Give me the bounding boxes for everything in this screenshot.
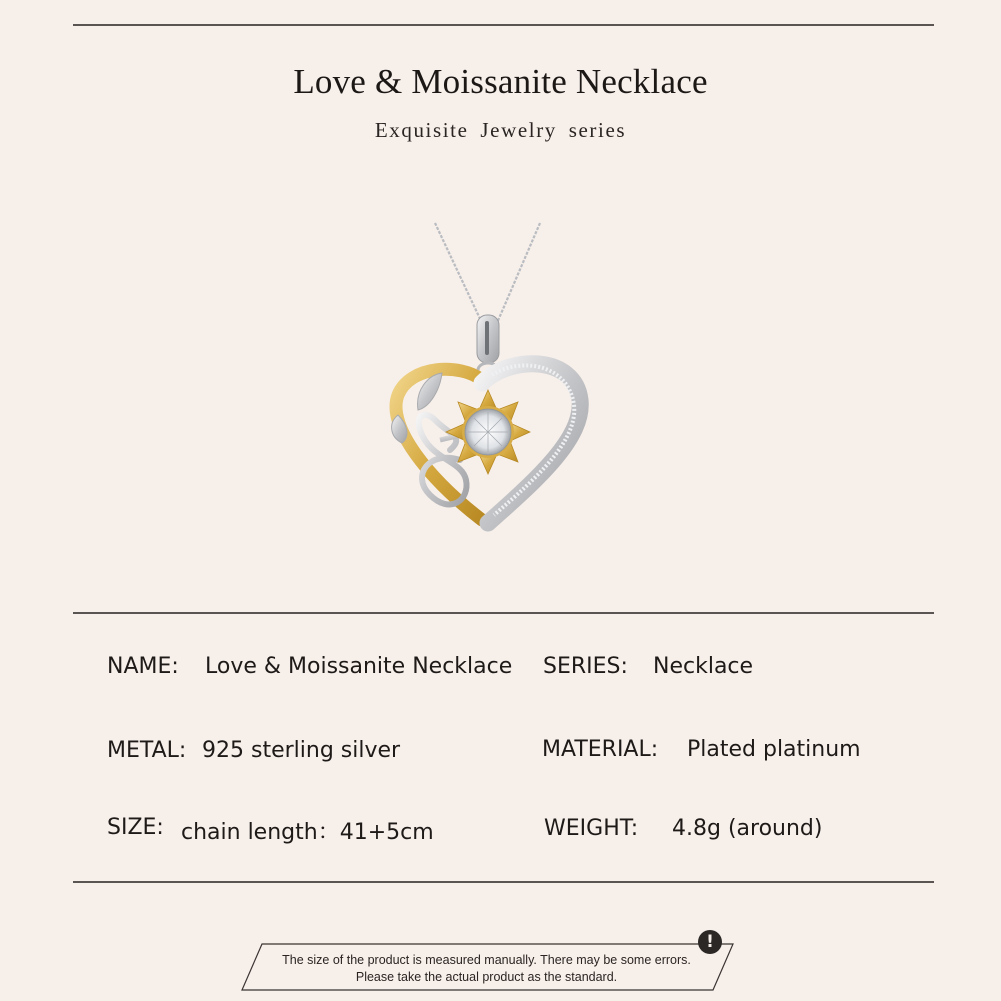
spec-value: chain length：41+5cm: [181, 820, 434, 845]
notice-line-2: Please take the actual product as the standard.: [355, 970, 618, 984]
spec-label: METAL:: [107, 738, 187, 763]
spec-value: 4.8g (around): [672, 816, 823, 841]
spec-label: SIZE:: [107, 815, 164, 840]
spec-label: SERIES:: [543, 654, 628, 679]
divider-top: [73, 24, 934, 26]
exclamation-icon: !: [698, 930, 722, 954]
spec-value: Necklace: [653, 654, 754, 679]
spec-label: WEIGHT:: [544, 816, 639, 841]
spec-value: Love & Moissanite Necklace: [205, 654, 513, 679]
page-subtitle: Exquisite Jewelry series: [374, 118, 627, 142]
page-title: Love & Moissanite Necklace: [293, 62, 708, 101]
notice-text: [240, 952, 733, 986]
measurement-notice: [240, 928, 740, 994]
notice-line-1: The size of the product is measured manually. There may be some errors.: [282, 953, 691, 967]
spec-label: NAME:: [107, 654, 179, 679]
product-image: [370, 215, 610, 555]
chain: [435, 223, 540, 323]
divider-bottom: [73, 881, 934, 883]
spec-value: 925 sterling silver: [202, 738, 401, 763]
spec-label: MATERIAL:: [542, 737, 659, 762]
divider-middle: [73, 612, 934, 614]
spec-value: Plated platinum: [687, 737, 861, 762]
sunflower-setting: [446, 390, 530, 474]
